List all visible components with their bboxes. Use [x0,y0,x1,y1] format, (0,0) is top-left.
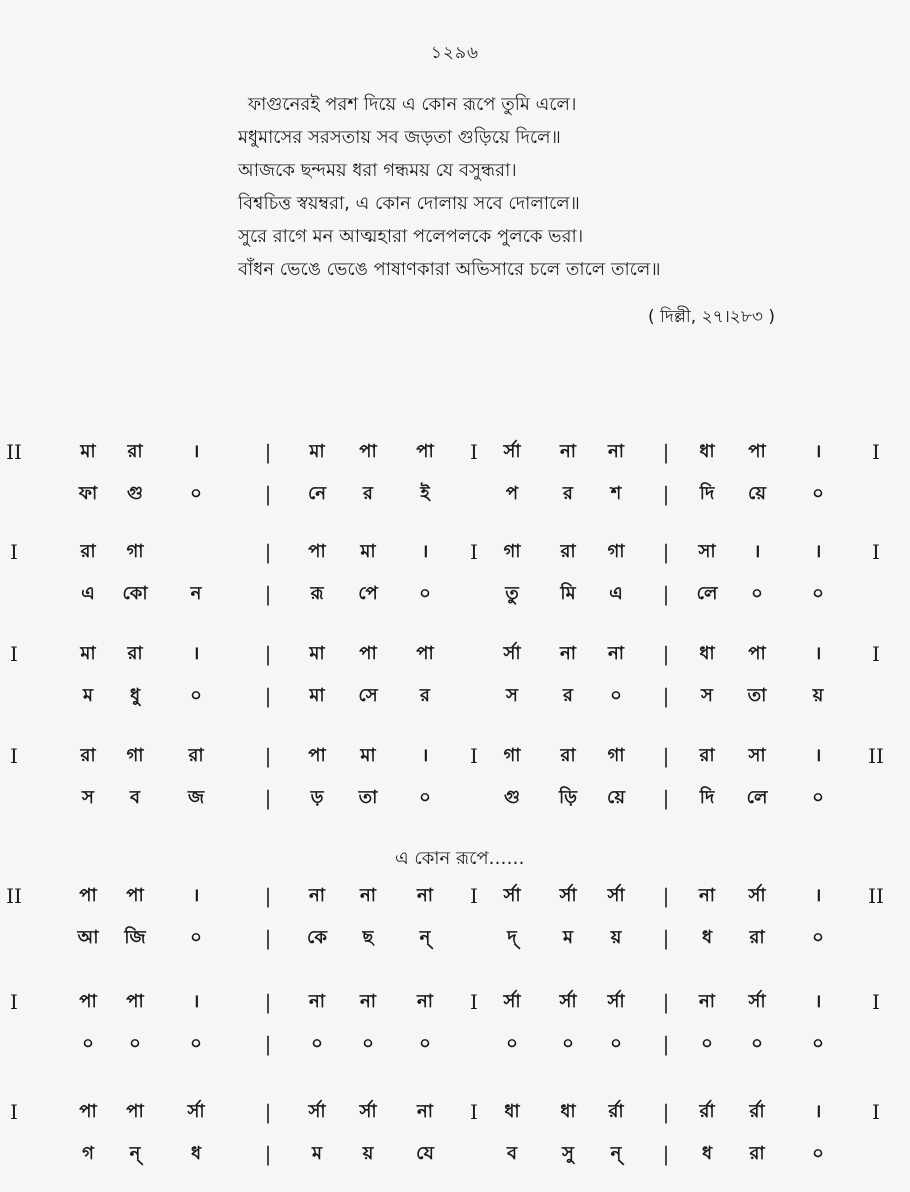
bar-line: II [6,884,22,908]
bar-line: | [662,482,670,506]
bar-line: I [872,540,880,564]
swara-note: রা [188,745,204,766]
notation-staff [0,880,910,960]
poem-line: ফাগুনেরই পরশ দিয়ে এ কোন রূপে তুমি এলে। [248,94,577,115]
lyric-syllable: ০ [812,483,824,504]
lyric-syllable: ০ [419,787,431,808]
bar-line: | [264,926,272,950]
swara-row [0,740,910,772]
swara-note: র্সা [748,885,766,906]
bar-line: | [264,884,272,908]
swara-note: পা [748,643,766,664]
swara-note: । [814,991,822,1012]
swara-note: র্সা [308,1101,326,1122]
bar-line: | [264,1100,272,1124]
swara-note: র্সা [503,885,521,906]
lyric-syllable: ব [129,787,141,808]
swara-note: রা [80,745,96,766]
poem-line: সুরে রাগে মন আত্মহারা পলেপলকে পুলকে ভরা। [238,226,584,247]
swara-note: না [699,885,715,906]
bar-line: | [264,786,272,810]
bar-line: I [10,540,18,564]
lyric-syllable: মি [560,583,576,604]
swara-note: । [814,885,822,906]
poem-line: বাঁধন ভেঙে ভেঙে পাষাণকারা অভিসারে চলে তালে তালে॥ [238,259,661,280]
lyric-syllable: দি [699,787,715,808]
lyric-syllable: র [363,483,373,504]
swara-note: পা [126,1101,144,1122]
swara-note: । [421,541,429,562]
lyric-syllable: ০ [610,685,622,706]
lyric-syllable: ম [563,927,573,948]
notation-staff [0,986,910,1066]
lyric-syllable: ০ [812,927,824,948]
swara-note: র্সা [503,441,521,462]
swara-row [0,1096,910,1128]
swara-note: পা [416,643,434,664]
lyric-syllable: ০ [311,1033,323,1054]
swara-note: সা [698,541,716,562]
bar-line: | [662,540,670,564]
lyric-syllable: ০ [751,1033,763,1054]
swara-note: গা [126,745,144,766]
lyric-syllable: এ [81,583,95,604]
lyric-syllable: মা [309,685,325,706]
swara-note: মা [309,441,325,462]
lyric-syllable: ধ [701,927,713,948]
lyric-syllable: ন্ [419,927,431,948]
bar-line: | [264,744,272,768]
lyric-syllable: ব [506,1143,518,1164]
bar-line: I [10,990,18,1014]
lyric-syllable: ন [190,583,202,604]
bar-line: | [662,684,670,708]
swara-note: । [421,745,429,766]
swara-note: । [192,441,200,462]
lyric-syllable: কে [307,927,327,948]
page-number: ১২৯৬ [430,43,480,63]
lyric-syllable: ফা [78,483,98,504]
lyric-syllable: রা [749,927,765,948]
lyric-syllable: স [701,685,713,706]
swara-note: ধা [699,441,715,462]
bar-line: | [662,642,670,666]
swara-note: না [309,885,325,906]
swara-note: রা [80,541,96,562]
lyric-syllable: ০ [751,583,763,604]
bar-line: I [872,642,880,666]
lyric-syllable: ০ [419,1033,431,1054]
lyric-row [0,782,910,814]
lyric-syllable: সু [562,1143,574,1164]
swara-note: মা [309,643,325,664]
swara-note: পা [359,643,377,664]
lyric-syllable: পে [358,583,378,604]
swara-note: পা [308,745,326,766]
swara-note: পা [79,885,97,906]
swara-note: র্সা [607,885,625,906]
bar-line: | [264,440,272,464]
dateline: ( দিল্লী, ২৭।২৮৩ ) [648,307,775,327]
bar-line: I [10,1100,18,1124]
swara-note: । [192,885,200,906]
lyric-syllable: যে [416,1143,434,1164]
bar-line: | [264,642,272,666]
lyric-syllable: লে [696,583,718,604]
bar-line: | [264,990,272,1014]
lyric-syllable: স [82,787,94,808]
swara-note: । [753,541,761,562]
bar-line: I [872,990,880,1014]
lyric-syllable: য়ে [748,483,766,504]
bar-line: | [264,1142,272,1166]
lyric-syllable: সে [358,685,378,706]
swara-note: গা [607,745,625,766]
swara-note: রা [699,745,715,766]
swara-note: র্সা [559,885,577,906]
notation-staff [0,436,910,516]
lyric-syllable: ০ [190,927,202,948]
swara-note: ধা [699,643,715,664]
lyric-syllable: ধ [190,1143,202,1164]
lyric-syllable: র [563,685,573,706]
lyric-row [0,922,910,954]
lyric-syllable: ০ [610,1033,622,1054]
lyric-row [0,1138,910,1170]
poem [238,88,661,286]
interlude-heading: এ কোন রূপে…… [395,848,525,869]
bar-line: II [6,440,22,464]
lyric-syllable: গ [82,1143,94,1164]
poem-line: বিশ্বচিত্ত স্বয়ম্বরা, এ কোন দোলায় সবে দোলালে॥ [238,193,580,214]
swara-note: র্রা [699,1101,715,1122]
swara-note: না [699,991,715,1012]
swara-note: মা [360,745,376,766]
bar-line: | [264,684,272,708]
swara-note: না [608,441,624,462]
swara-note: না [417,885,433,906]
swara-row [0,638,910,670]
poem-line: মধুমাসের সরসতায় সব জড়তা গুড়িয়ে দিলে॥ [238,127,561,148]
swara-note: র্সা [607,991,625,1012]
lyric-syllable: গু [504,787,520,808]
bar-line: | [662,440,670,464]
swara-note: ধা [504,1101,520,1122]
swara-row [0,536,910,568]
lyric-syllable: ০ [506,1033,518,1054]
bar-line: | [662,1142,670,1166]
swara-note: । [814,541,822,562]
swara-note: গা [126,541,144,562]
lyric-syllable: শ [610,483,622,504]
lyric-syllable: ০ [812,583,824,604]
lyric-syllable: ০ [190,483,202,504]
lyric-syllable: দি [699,483,715,504]
lyric-syllable: ড়ি [559,787,577,808]
swara-note: পা [126,885,144,906]
bar-line: | [662,884,670,908]
swara-note: । [814,441,822,462]
swara-note: না [309,991,325,1012]
swara-note: র্রা [608,1101,624,1122]
poem-line: আজকে ছন্দময় ধরা গন্ধময় যে বসুন্ধরা। [238,160,517,181]
swara-note: । [192,643,200,664]
bar-line: I [10,642,18,666]
lyric-syllable: দ্ [507,927,517,948]
lyric-row [0,478,910,510]
swara-note: পা [359,441,377,462]
lyric-syllable: গু [127,483,143,504]
lyric-syllable: নে [307,483,327,504]
lyric-syllable: রা [749,1143,765,1164]
swara-note: মা [80,441,96,462]
swara-row [0,436,910,468]
lyric-syllable: ০ [362,1033,374,1054]
swara-note: র্রা [749,1101,765,1122]
lyric-syllable: ০ [129,1033,141,1054]
lyric-syllable: আ [77,927,99,948]
lyric-syllable: য়ে [607,787,625,808]
swara-note: রা [127,643,143,664]
lyric-syllable: ড় [310,787,324,808]
lyric-row [0,578,910,610]
lyric-row [0,680,910,712]
swara-note: । [814,643,822,664]
swara-note: ধা [560,1101,576,1122]
swara-note: না [417,991,433,1012]
lyric-syllable: ০ [190,1033,202,1054]
swara-note: না [560,643,576,664]
bar-line: | [662,1032,670,1056]
swara-note: পা [416,441,434,462]
lyric-syllable: রূ [310,583,324,604]
swara-note: মা [80,643,96,664]
lyric-syllable: তা [747,685,767,706]
swara-note: না [417,1101,433,1122]
lyric-syllable: ধু [129,685,141,706]
lyric-syllable: য় [812,685,824,706]
swara-note: । [192,991,200,1012]
lyric-syllable: র [563,483,573,504]
bar-line: II [868,744,884,768]
lyric-syllable: লে [746,787,768,808]
swara-note: র্সা [359,1101,377,1122]
swara-note: পা [748,441,766,462]
lyric-syllable: ০ [190,685,202,706]
lyric-row [0,1028,910,1060]
swara-note: র্সা [748,991,766,1012]
swara-note: না [608,643,624,664]
lyric-syllable: ছ [362,927,374,948]
swara-note: রা [560,541,576,562]
swara-note: । [814,1101,822,1122]
lyric-syllable: ন্ [129,1143,141,1164]
bar-line: I [470,1100,478,1124]
notation-staff [0,536,910,616]
bar-line: | [662,926,670,950]
swara-note: পা [79,991,97,1012]
lyric-syllable: ০ [701,1033,713,1054]
bar-line: | [264,582,272,606]
bar-line: | [264,482,272,506]
lyric-syllable: ০ [562,1033,574,1054]
swara-note: রা [127,441,143,462]
lyric-syllable: ০ [812,1033,824,1054]
swara-note: গা [607,541,625,562]
lyric-syllable: ম [312,1143,322,1164]
bar-line: I [470,440,478,464]
bar-line: I [470,990,478,1014]
swara-note: পা [79,1101,97,1122]
bar-line: | [264,540,272,564]
bar-line: I [470,884,478,908]
swara-note: সা [748,745,766,766]
swara-note: র্সা [559,991,577,1012]
bar-line: | [662,786,670,810]
lyric-syllable: কো [122,583,148,604]
swara-note: পা [126,991,144,1012]
swara-note: পা [308,541,326,562]
lyric-syllable: ০ [419,583,431,604]
lyric-syllable: স [506,685,518,706]
notation-staff [0,1096,910,1176]
lyric-syllable: প [505,483,519,504]
lyric-syllable: র [420,685,430,706]
swara-note: না [360,991,376,1012]
notation-staff [0,740,910,820]
swara-note: মা [360,541,376,562]
bar-line: II [868,884,884,908]
bar-line: | [264,1032,272,1056]
bar-line: I [10,744,18,768]
swara-note: । [814,745,822,766]
bar-line: I [872,440,880,464]
swara-note: র্সা [503,643,521,664]
swara-note: গা [503,745,521,766]
bar-line: I [470,540,478,564]
swara-note: না [560,441,576,462]
bar-line: | [662,582,670,606]
lyric-syllable: এ [609,583,623,604]
swara-row [0,986,910,1018]
bar-line: | [662,990,670,1014]
swara-note: র্সা [503,991,521,1012]
swara-note: রা [560,745,576,766]
swara-note: র্সা [187,1101,205,1122]
lyric-syllable: ধ [701,1143,713,1164]
swara-note: গা [503,541,521,562]
lyric-syllable: য় [610,927,622,948]
lyric-syllable: ম [83,685,93,706]
lyric-syllable: য় [362,1143,374,1164]
bar-line: I [872,1100,880,1124]
bar-line: | [662,1100,670,1124]
bar-line: I [470,744,478,768]
lyric-syllable: জ [187,787,205,808]
lyric-syllable: ০ [812,1143,824,1164]
lyric-syllable: ই [420,483,430,504]
lyric-syllable: ০ [812,787,824,808]
lyric-syllable: ন্ [610,1143,622,1164]
lyric-syllable: জি [124,927,146,948]
notation-staff [0,638,910,718]
swara-row [0,880,910,912]
swara-note: না [360,885,376,906]
bar-line: | [662,744,670,768]
lyric-syllable: তা [358,787,378,808]
lyric-syllable: ০ [82,1033,94,1054]
lyric-syllable: তু [505,583,519,604]
